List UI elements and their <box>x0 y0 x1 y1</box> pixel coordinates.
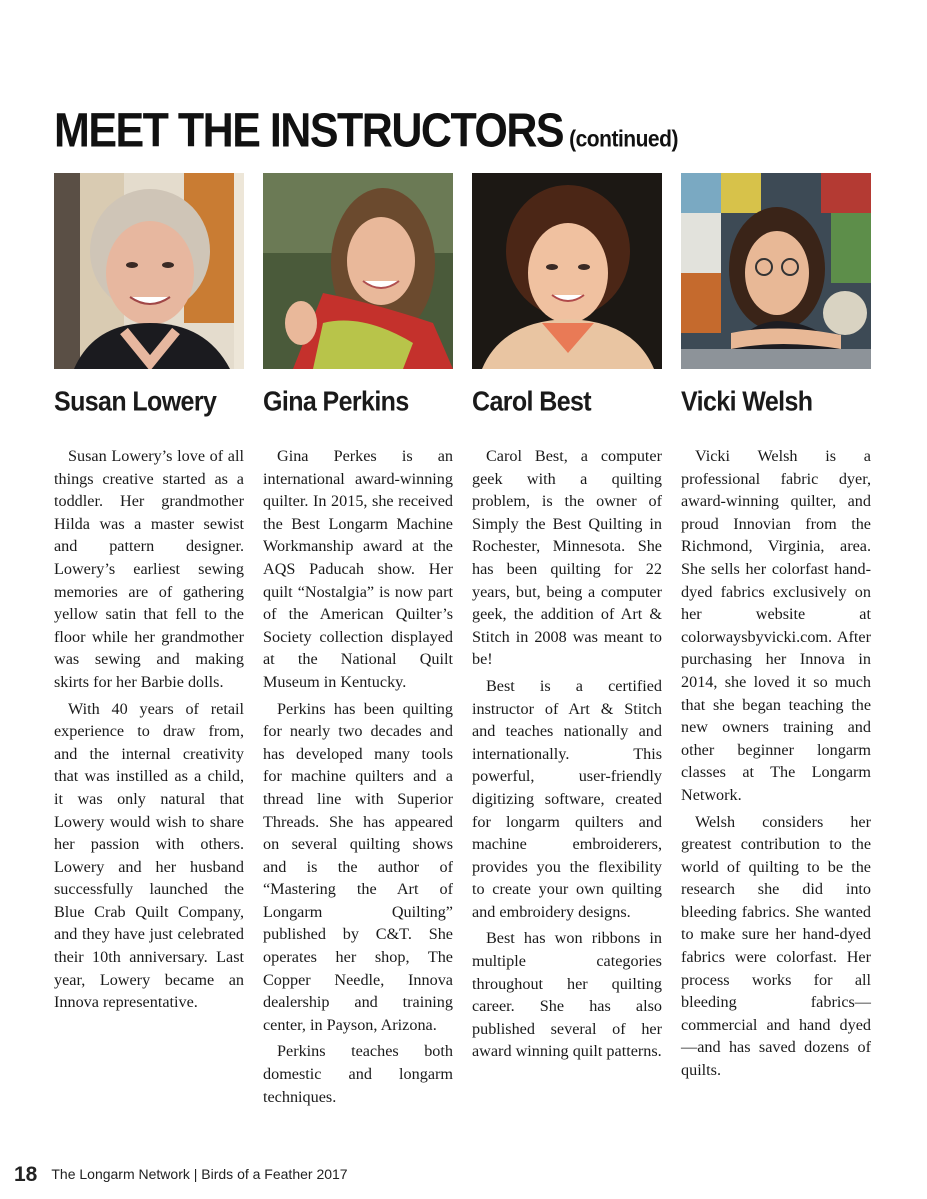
instructor-column-vicki-welsh <box>681 173 871 1086</box>
page-title <box>54 104 678 159</box>
page-subtitle: (continued) <box>569 126 678 153</box>
page-footer <box>14 1163 348 1187</box>
bio-paragraph: Best has won ribbons in multiple categories throughout her quilting career. She has also published several of her award winning quilt patterns. <box>472 929 662 1061</box>
bio-paragraph: Best is a certified instructor of Art & Stitch and teaches nationally and internationally. This powerful, user-friendly digitizing software, created for longarm quilters and machine embroiderers, provides you the flexibility to create your own quilting and embroidery designs. <box>472 676 662 921</box>
instructor-bio <box>54 445 244 1014</box>
bio-paragraph: Welsh considers her greatest contribution to the world of quilting to be the research she did into bleeding fabrics. She wanted to make sure her hand-dyed fabrics were colorfast. Her process works for all bleeding fabrics—commercial and hand dyed—and has saved dozens of quilts. <box>681 812 871 1080</box>
bio-paragraph: Perkins has been quilting for nearly two decades and has developed many tools for machine quilters and a thread line with Superior Threads. She has appeared on several quilting shows and is the author of “Mastering the Art of Longarm Quilting” published by C&T. She operates her shop, The Copper Needle, Innova dealership and training center, in Payson, Arizona. <box>263 699 453 1034</box>
instructor-name: Carol Best <box>472 386 592 417</box>
instructor-column-carol-best <box>472 173 662 1067</box>
bio-paragraph: Perkins teaches both domestic and longarm techniques. <box>263 1042 453 1106</box>
instructor-photo <box>263 173 453 369</box>
instructor-bio <box>681 445 871 1082</box>
instructor-name: Vicki Welsh <box>681 386 813 417</box>
instructor-bio <box>263 445 453 1108</box>
page-title-text: MEET THE INSTRUCTORS <box>54 104 564 158</box>
instructor-name: Susan Lowery <box>54 386 217 417</box>
instructor-bio <box>472 445 662 1063</box>
bio-paragraph: With 40 years of retail experience to draw from, and the internal creativity that was instilled as a child, it was only natural that Lowery would wish to share her passion with others. Lowery and her husband successfully launched the Blue Crab Quilt Company, and they have just celebrated their 10th anniversary. Last year, Lowery became an Innova representative. <box>54 699 244 1012</box>
instructor-photo <box>54 173 244 369</box>
page-number: 18 <box>14 1163 38 1186</box>
instructor-photo <box>472 173 662 369</box>
publication-name: The Longarm Network | Birds of a Feather 2017 <box>51 1166 348 1182</box>
bio-paragraph: Gina Perkes is an international award-winning quilter. In 2015, she received the Best Longarm Machine Workmanship award at the AQS Paducah show. Her quilt “Nostalgia” is now part of the American Quilter’s Society collection displayed at the National Quilt Museum in Kentucky. <box>263 447 453 691</box>
bio-paragraph: Carol Best, a computer geek with a quilting problem, is the owner of Simply the Best Quilting in Rochester, Minnesota. She has been quilting for 22 years, but, being a computer geek, the addition of Art & Stitch in 2008 was meant to be! <box>472 447 662 669</box>
bio-paragraph: Susan Lowery’s love of all things creative started as a toddler. Her grandmother Hilda was a master sewist and pattern designer. Lowery’s earliest sewing memories are of gathering yellow satin that fell to the floor while her grandmother was sewing and making skirts for her Barbie dolls. <box>54 447 244 691</box>
bio-paragraph: Vicki Welsh is a professional fabric dyer, award-winning quilter, and proud Innovian from the Richmond, Virginia, area. She sells her colorfast hand-dyed fabrics exclusively on her website at colorwaysbyvicki.com. After purchasing her Innova in 2014, she loved it so much that she began teaching the new owners training and other beginner longarm classes at The Longarm Network. <box>681 447 871 804</box>
instructor-photo <box>681 173 871 369</box>
instructor-column-gina-perkins <box>263 173 453 1112</box>
instructor-column-susan-lowery <box>54 173 244 1018</box>
instructor-name: Gina Perkins <box>263 386 409 417</box>
